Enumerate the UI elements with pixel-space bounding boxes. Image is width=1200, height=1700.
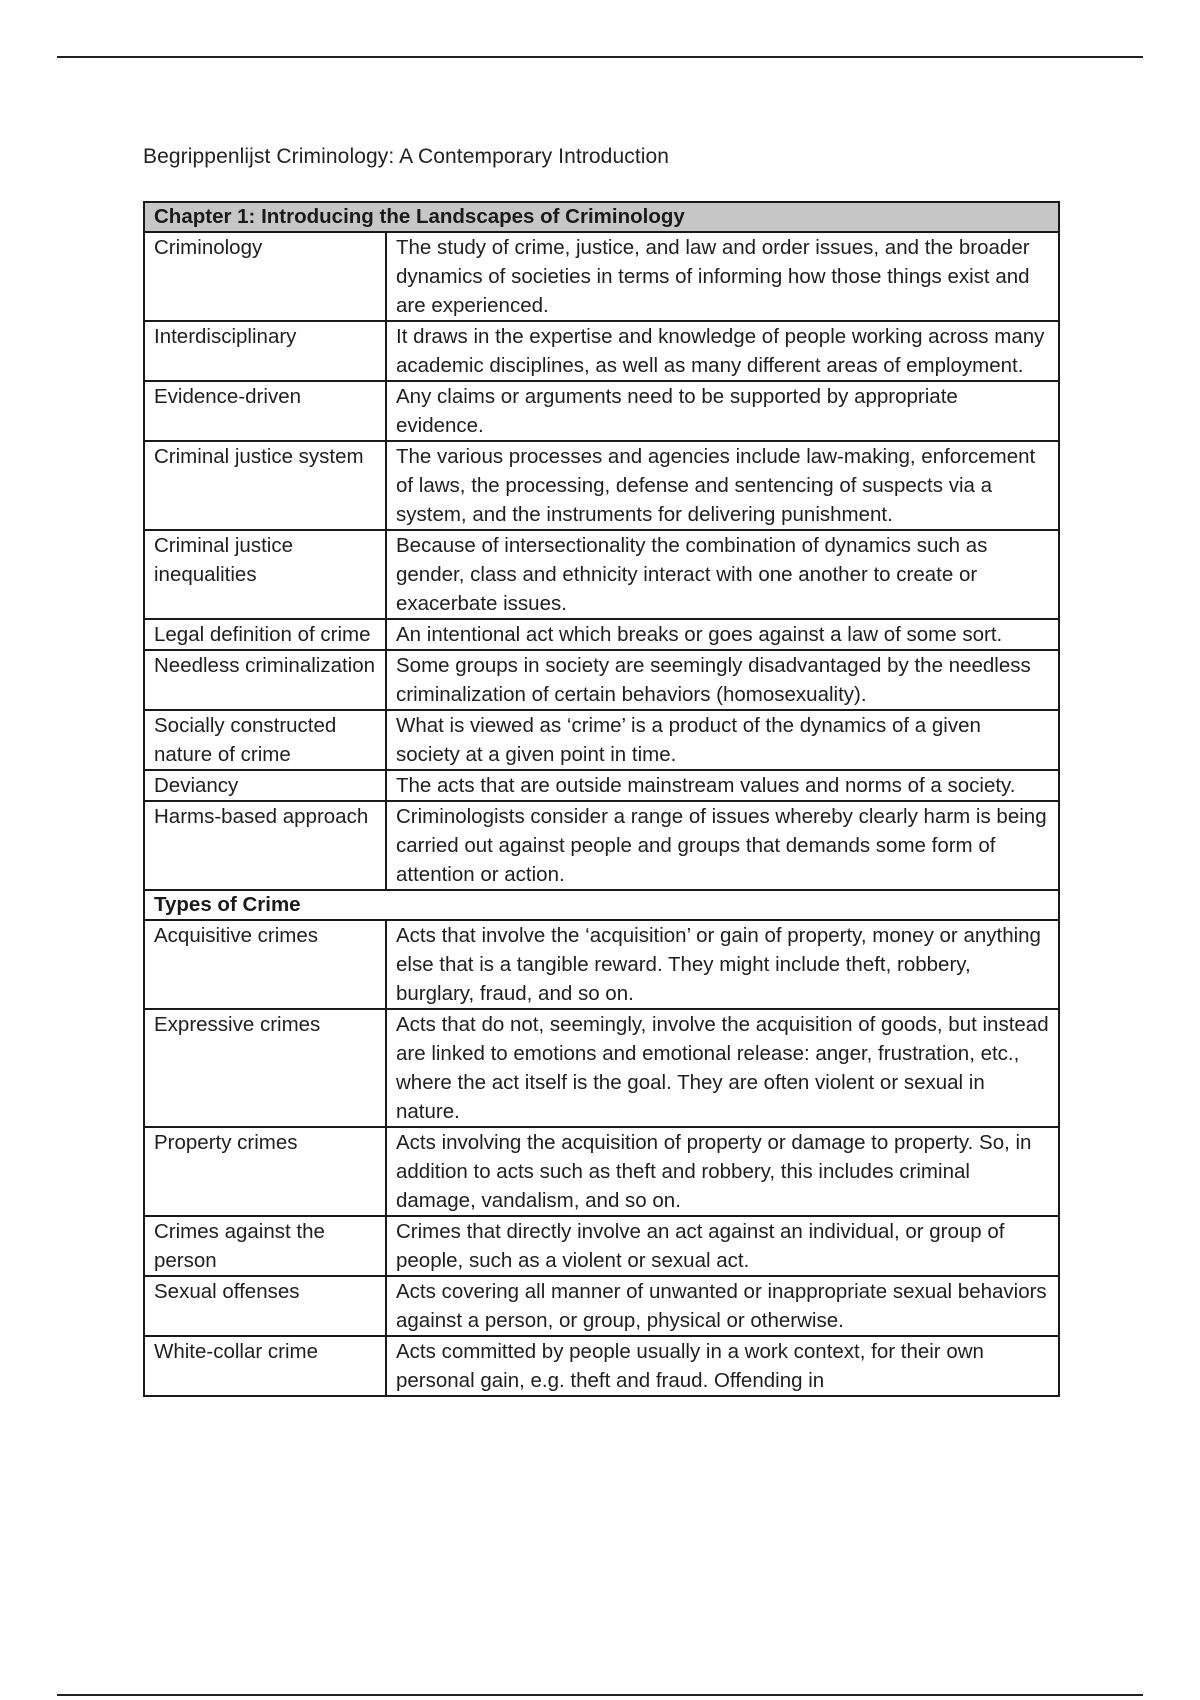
glossary-term: Acquisitive crimes — [144, 920, 386, 1009]
glossary-term: Crimes against the person — [144, 1216, 386, 1276]
glossary-row — [144, 232, 1059, 321]
glossary-definition: Criminologists consider a range of issues whereby clearly harm is being carried out against people and groups that demands some form of attention or action. — [386, 801, 1059, 890]
glossary-term: Expressive crimes — [144, 1009, 386, 1127]
glossary-term: Needless criminalization — [144, 650, 386, 710]
glossary-row — [144, 1127, 1059, 1216]
glossary-row — [144, 770, 1059, 801]
glossary-row — [144, 321, 1059, 381]
glossary-definition: An intentional act which breaks or goes against a law of some sort. — [386, 619, 1059, 650]
glossary-row — [144, 1216, 1059, 1276]
glossary-row — [144, 1336, 1059, 1396]
glossary-row — [144, 650, 1059, 710]
glossary-row — [144, 1276, 1059, 1336]
glossary-term: Socially constructed nature of crime — [144, 710, 386, 770]
glossary-row — [144, 381, 1059, 441]
glossary-definition: Because of intersectionality the combination of dynamics such as gender, class and ethnicity interact with one another to create or exacerbate issues. — [386, 530, 1059, 619]
glossary-term: Interdisciplinary — [144, 321, 386, 381]
glossary-row — [144, 441, 1059, 530]
glossary-definition: Acts involving the acquisition of property or damage to property. So, in addition to acts such as theft and robbery, this includes criminal damage, vandalism, and so on. — [386, 1127, 1059, 1216]
glossary-definition: Any claims or arguments need to be supported by appropriate evidence. — [386, 381, 1059, 441]
glossary-row — [144, 1009, 1059, 1127]
glossary-row — [144, 801, 1059, 890]
glossary-term: Criminal justice inequalities — [144, 530, 386, 619]
bottom-divider — [57, 1694, 1143, 1696]
glossary-term: White-collar crime — [144, 1336, 386, 1396]
glossary-term: Evidence-driven — [144, 381, 386, 441]
glossary-term: Property crimes — [144, 1127, 386, 1216]
glossary-row — [144, 530, 1059, 619]
chapter-heading-row — [144, 202, 1059, 232]
glossary-row — [144, 920, 1059, 1009]
glossary-definition: Some groups in society are seemingly disadvantaged by the needless criminalization of certain behaviors (homosexuality). — [386, 650, 1059, 710]
glossary-definition: The various processes and agencies include law-making, enforcement of laws, the processing, defense and sentencing of suspects via a system, and the instruments for delivering punishment. — [386, 441, 1059, 530]
section-heading: Types of Crime — [144, 890, 1059, 920]
glossary-definition: Acts committed by people usually in a work context, for their own personal gain, e.g. theft and fraud. Offending in — [386, 1336, 1059, 1396]
glossary-row — [144, 710, 1059, 770]
glossary-table — [143, 201, 1060, 1397]
glossary-definition: The acts that are outside mainstream values and norms of a society. — [386, 770, 1059, 801]
glossary-definition: Acts that do not, seemingly, involve the acquisition of goods, but instead are linked to emotions and emotional release: anger, frustration, etc., where the act itself is the goal. They are often violent or sexual in nature. — [386, 1009, 1059, 1127]
glossary-term: Criminal justice system — [144, 441, 386, 530]
glossary-term: Legal definition of crime — [144, 619, 386, 650]
top-divider — [57, 56, 1143, 58]
glossary-definition: Acts covering all manner of unwanted or inappropriate sexual behaviors against a person, or group, physical or otherwise. — [386, 1276, 1059, 1336]
glossary-definition: It draws in the expertise and knowledge of people working across many academic disciplines, as well as many different areas of employment. — [386, 321, 1059, 381]
glossary-definition: Crimes that directly involve an act against an individual, or group of people, such as a violent or sexual act. — [386, 1216, 1059, 1276]
glossary-definition: Acts that involve the ‘acquisition’ or gain of property, money or anything else that is a tangible reward. They might include theft, robbery, burglary, fraud, and so on. — [386, 920, 1059, 1009]
glossary-definition: The study of crime, justice, and law and order issues, and the broader dynamics of societies in terms of informing how those things exist and are experienced. — [386, 232, 1059, 321]
document-title: Begrippenlijst Criminology: A Contemporary Introduction — [143, 145, 670, 168]
glossary-definition: What is viewed as ‘crime’ is a product of the dynamics of a given society at a given point in time. — [386, 710, 1059, 770]
chapter-heading: Chapter 1: Introducing the Landscapes of Criminology — [144, 202, 1059, 232]
glossary-term: Sexual offenses — [144, 1276, 386, 1336]
section-heading-row — [144, 890, 1059, 920]
glossary-term: Criminology — [144, 232, 386, 321]
glossary-row — [144, 619, 1059, 650]
glossary-term: Harms-based approach — [144, 801, 386, 890]
glossary-term: Deviancy — [144, 770, 386, 801]
